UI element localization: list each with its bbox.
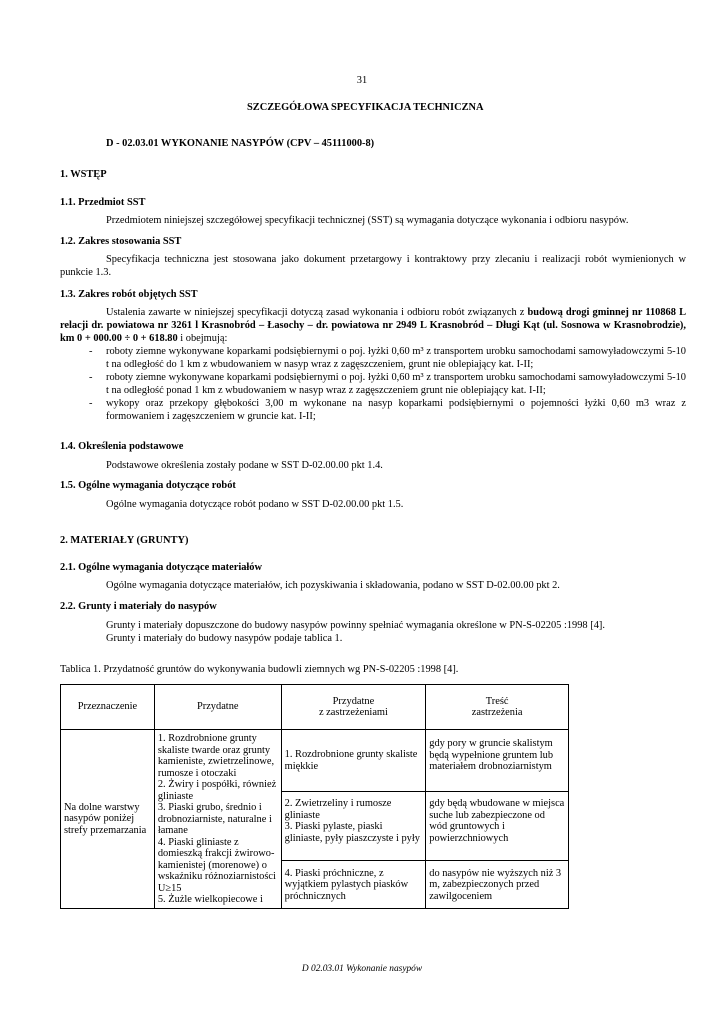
list-item: - wykopy oraz przekopy głębokości 3,00 m wykonane na nasyp koparkami podsiębiernymi o pojemności łyżki 0,60 m3 wraz z formowaniem i zagęszczeniem w gruncie kat. I-II;	[89, 398, 686, 422]
paragraph-1-3	[60, 306, 686, 345]
section-heading-1-3: 1.3. Zakres robót objętych SST	[60, 289, 198, 300]
list-bullet: -	[89, 372, 93, 383]
paragraph-2-1: Ogólne wymagania dotyczące materiałów, ich pozyskiwania i składowania, podano w SST D-02.00.00 pkt 2.	[106, 580, 560, 591]
table-cell-note: do nasypów nie wyższych niż 3 m, zabezpieczonych przed zawilgoceniem	[426, 860, 569, 908]
list-item: - roboty ziemne wykonywane koparkami podsiębiernymi o poj. łyżki 0,60 m³ z transportem urobku samochodami samowyładowczymi 5-10 t na odległość do 1 km z wbudowaniem w nasyp wraz z zagęszczeniem, grunt nie oblepiający kat. I-II;	[89, 346, 686, 370]
section-heading-1-4: 1.4. Określenia podstawowe	[60, 441, 184, 452]
doc-subtitle: D - 02.03.01 WYKONANIE NASYPÓW (CPV – 45111000-8)	[106, 138, 375, 149]
table-cell-conditional: 1. Rozdrobnione grunty skaliste miękkie	[281, 730, 426, 792]
paragraph-1-1: Przedmiotem niniejszej szczegółowej specyfikacji technicznej (SST) są wymagania dotyczące wykonania i odbioru nasypów.	[106, 215, 629, 226]
section-heading-2-2: 2.2. Grunty i materiały do nasypów	[60, 601, 217, 612]
section-heading-2-1: 2.1. Ogólne wymagania dotyczące materiałów	[60, 562, 263, 573]
section-heading-1: 1. WSTĘP	[60, 169, 107, 180]
table-cell-note: gdy pory w gruncie skalistym będą wypełnione gruntem lub materiałem drobnoziarnistym	[426, 730, 569, 792]
paragraph-1-3-tail: i obejmują:	[177, 333, 228, 344]
paragraph-1-5: Ogólne wymagania dotyczące robót podano w SST D-02.00.00 pkt 1.5.	[106, 499, 404, 510]
paragraph-2-2a: Grunty i materiały dopuszczone do budowy nasypów powinny spełniać wymagania określone w PN-S-02205 :1998 [4].	[106, 620, 605, 631]
table-header-cell: Treść zastrzeżenia	[426, 685, 569, 730]
list-item: - roboty ziemne wykonywane koparkami podsiębiernymi o poj. łyżki 0,60 m³ z transportem urobku samochodami samowyładowczymi 5-10 t na odległość ponad 1 km z wbudowaniem w nasyp wraz z zagęszczeniem grunt nie oblepiający kat. I-II;	[89, 372, 686, 396]
paragraph-1-2: Specyfikacja techniczna jest stosowana jako dokument przetargowy i kontraktowy przy zlecaniu i realizacji robót wymienionych w punkcie 1.3.	[60, 254, 686, 278]
soil-suitability-table	[60, 684, 569, 909]
table-cell-conditional: 4. Piaski próchniczne, z wyjątkiem pylastych piasków próchnicznych	[281, 860, 426, 908]
table-cell-purpose: Na dolne warstwy nasypów poniżej strefy przemarzania	[61, 730, 155, 909]
paragraph-1-3-intro: Ustalenia zawarte w niniejszej specyfikacji dotyczą zasad wykonania i odbioru robót związanych z	[106, 307, 528, 318]
scope-list	[89, 345, 686, 423]
list-bullet: -	[89, 346, 93, 357]
table-caption: Tablica 1. Przydatność gruntów do wykonywania budowli ziemnych wg PN-S-02205 :1998 [4].	[60, 664, 459, 675]
page-number: 31	[356, 75, 368, 86]
table-header-cell: Przydatne	[154, 685, 281, 730]
table-cell-conditional: 2. Zwietrzeliny i rumosze gliniaste 3. Piaski pylaste, piaski gliniaste, pyły piaszczyste i pyły	[281, 792, 426, 860]
paragraph-1-4: Podstawowe określenia zostały podane w SST D-02.00.00 pkt 1.4.	[106, 460, 383, 471]
section-heading-2: 2. MATERIAŁY (GRUNTY)	[60, 535, 189, 546]
paragraph-2-2b: Grunty i materiały do budowy nasypów podaje tablica 1.	[106, 633, 343, 644]
section-heading-1-1: 1.1. Przedmiot SST	[60, 197, 146, 208]
table-cell-suitable: 1. Rozdrobnione grunty skaliste twarde oraz grunty kamieniste, zwietrzelinowe, rumosze i otoczaki 2. Żwiry i pospółki, również gliniaste 3. Piaski grubo, średnio i drobnoziarniste, naturalne i łamane 4. Piaski gliniaste z domieszką frakcji żwirowo-kamienistej (morenowe) o wskaźniku różnoziarnistości U≥15 5. Żużle wielkopiecowe i	[154, 730, 281, 909]
table-header-cell: Przeznaczenie	[61, 685, 155, 730]
section-heading-1-5: 1.5. Ogólne wymagania dotyczące robót	[60, 480, 236, 491]
road-description: budową drogi gminnej nr 110868 L relacji dr. powiatowa nr 3261 l Krasnobród – Łasochy – dr. powiatowa nr 2949 L Krasnobród – Długi Kąt (ul. Sosnowa w Krasnobrodzie), km 0 + 000.00 ÷ 0 + 618.80	[60, 307, 686, 344]
list-bullet: -	[89, 398, 93, 409]
section-heading-1-2: 1.2. Zakres stosowania SST	[60, 236, 182, 247]
table-header-row	[61, 685, 569, 730]
table-cell-note: gdy będą wbudowane w miejsca suche lub zabezpieczone od wód gruntowych i powierzchniowych	[426, 792, 569, 860]
table-header-cell: Przydatne z zastrzeżeniami	[281, 685, 426, 730]
page-footer: D 02.03.01 Wykonanie nasypów	[301, 964, 423, 974]
table-row	[61, 730, 569, 792]
doc-title: SZCZEGÓŁOWA SPECYFIKACJA TECHNICZNA	[247, 102, 484, 113]
